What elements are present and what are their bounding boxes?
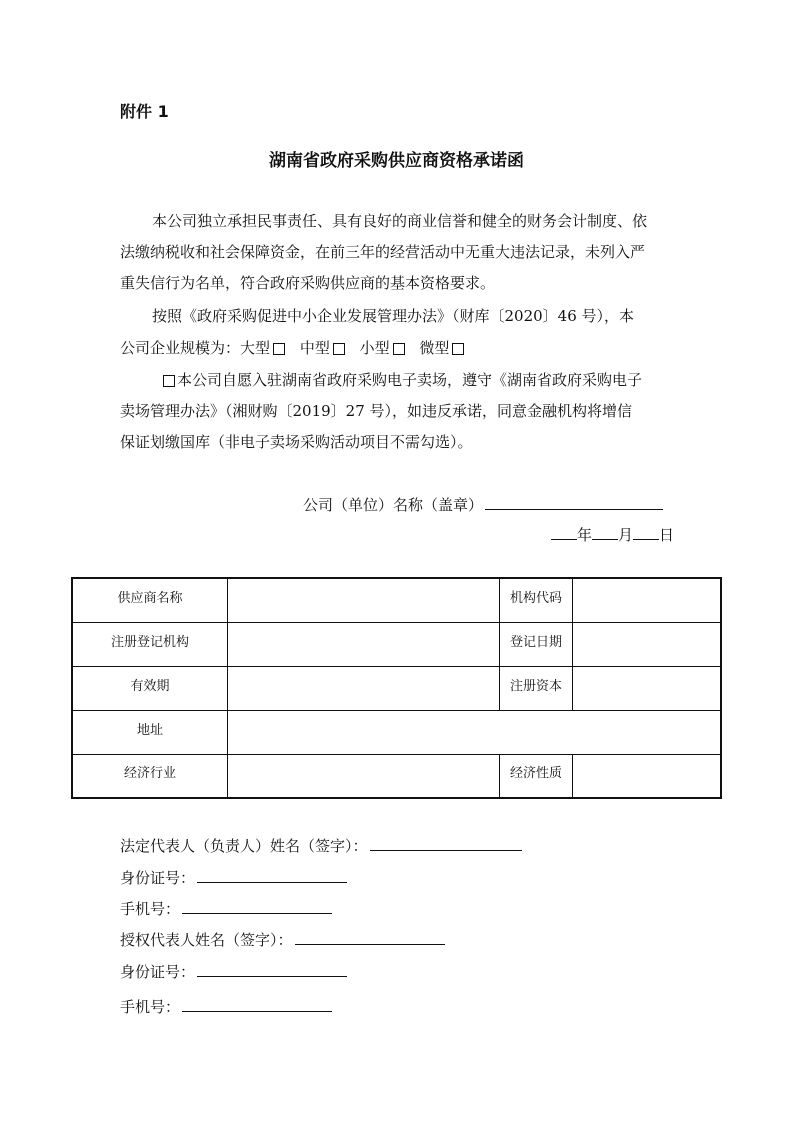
day-field[interactable] bbox=[633, 524, 659, 540]
paragraph-3-line-2: 卖场管理办法》（湘财购〔2019〕27 号），如违反承诺，同意金融机构将增信 bbox=[120, 402, 633, 420]
checkbox-micro[interactable] bbox=[452, 343, 464, 355]
enterprise-size-line bbox=[120, 337, 464, 358]
id-number-label-1: 身份证号： bbox=[120, 869, 196, 887]
id-number-line-2 bbox=[120, 961, 347, 982]
supplier-info-table bbox=[71, 577, 722, 799]
paragraph-3-line-1 bbox=[163, 369, 642, 390]
industry-label: 经济行业 bbox=[72, 754, 228, 798]
legal-rep-field[interactable] bbox=[370, 835, 522, 851]
authorized-rep-label: 授权代表人姓名（签字）： bbox=[120, 931, 293, 949]
company-name-field[interactable] bbox=[485, 494, 663, 510]
year-field[interactable] bbox=[551, 524, 577, 540]
enterprise-size-prefix: 公司企业规模为： bbox=[120, 339, 241, 357]
table-row bbox=[72, 578, 721, 622]
table-row bbox=[72, 754, 721, 798]
paragraph-1-line-2: 法缴纳税收和社会保障资金，在前三年的经营活动中无重大违法记录，未列入严 bbox=[120, 243, 646, 261]
industry-cell[interactable] bbox=[228, 754, 500, 798]
reg-capital-label: 注册资本 bbox=[500, 666, 573, 710]
year-label: 年 bbox=[577, 526, 593, 544]
e-mall-text: 本公司自愿入驻湖南省政府采购电子卖场，遵守《湖南省政府采购电子 bbox=[177, 371, 643, 389]
month-label: 月 bbox=[618, 526, 634, 544]
attachment-label: 附件 1 bbox=[120, 102, 169, 121]
size-option-large: 大型 bbox=[240, 339, 271, 357]
paragraph-1-line-3: 重失信行为名单，符合政府采购供应商的基本资格要求。 bbox=[120, 274, 496, 292]
reg-authority-cell[interactable] bbox=[228, 622, 500, 666]
legal-rep-line bbox=[120, 835, 522, 856]
size-option-medium: 中型 bbox=[299, 339, 330, 357]
id-number-field-1[interactable] bbox=[197, 867, 347, 883]
supplier-name-label: 供应商名称 bbox=[72, 578, 228, 622]
paragraph-3-line-3: 保证划缴国库（非电子卖场采购活动项目不需勾选）。 bbox=[120, 433, 473, 451]
month-field[interactable] bbox=[592, 524, 618, 540]
phone-line-2 bbox=[120, 996, 332, 1017]
phone-label-1: 手机号： bbox=[120, 900, 181, 918]
phone-label-2: 手机号： bbox=[120, 998, 181, 1016]
checkbox-small[interactable] bbox=[393, 343, 405, 355]
checkbox-large[interactable] bbox=[273, 343, 285, 355]
reg-date-label: 登记日期 bbox=[500, 622, 573, 666]
supplier-name-cell[interactable] bbox=[228, 578, 500, 622]
company-seal-label: 公司（单位）名称（盖章） bbox=[303, 496, 484, 514]
id-number-field-2[interactable] bbox=[197, 961, 347, 977]
address-cell[interactable] bbox=[228, 710, 721, 754]
table-row bbox=[72, 622, 721, 666]
checkbox-e-mall[interactable] bbox=[163, 375, 175, 387]
id-number-line-1 bbox=[120, 867, 347, 888]
size-option-small: 小型 bbox=[359, 339, 390, 357]
org-code-label: 机构代码 bbox=[500, 578, 573, 622]
id-number-label-2: 身份证号： bbox=[120, 963, 196, 981]
validity-label: 有效期 bbox=[72, 666, 228, 710]
reg-date-cell[interactable] bbox=[572, 622, 721, 666]
authorized-rep-field[interactable] bbox=[295, 929, 445, 945]
paragraph-1-line-1: 本公司独立承担民事责任、具有良好的商业信誉和健全的财务会计制度、依 bbox=[152, 212, 648, 230]
document-title: 湖南省政府采购供应商资格承诺函 bbox=[269, 151, 524, 171]
checkbox-medium[interactable] bbox=[333, 343, 345, 355]
org-code-cell[interactable] bbox=[572, 578, 721, 622]
date-line bbox=[551, 524, 674, 545]
phone-field-1[interactable] bbox=[182, 898, 332, 914]
reg-capital-cell[interactable] bbox=[572, 666, 721, 710]
paragraph-2-line-1: 按照《政府采购促进中小企业发展管理办法》（财库〔2020〕46 号），本 bbox=[152, 307, 635, 325]
validity-cell[interactable] bbox=[228, 666, 500, 710]
phone-line-1 bbox=[120, 898, 332, 919]
size-option-micro: 微型 bbox=[419, 339, 450, 357]
phone-field-2[interactable] bbox=[182, 996, 332, 1012]
reg-authority-label: 注册登记机构 bbox=[72, 622, 228, 666]
table-row bbox=[72, 710, 721, 754]
nature-label: 经济性质 bbox=[500, 754, 573, 798]
authorized-rep-line bbox=[120, 929, 445, 950]
legal-rep-label: 法定代表人（负责人）姓名（签字）： bbox=[120, 837, 368, 855]
nature-cell[interactable] bbox=[572, 754, 721, 798]
company-seal-line bbox=[303, 494, 663, 515]
table-row bbox=[72, 666, 721, 710]
day-label: 日 bbox=[659, 526, 675, 544]
address-label: 地址 bbox=[72, 710, 228, 754]
